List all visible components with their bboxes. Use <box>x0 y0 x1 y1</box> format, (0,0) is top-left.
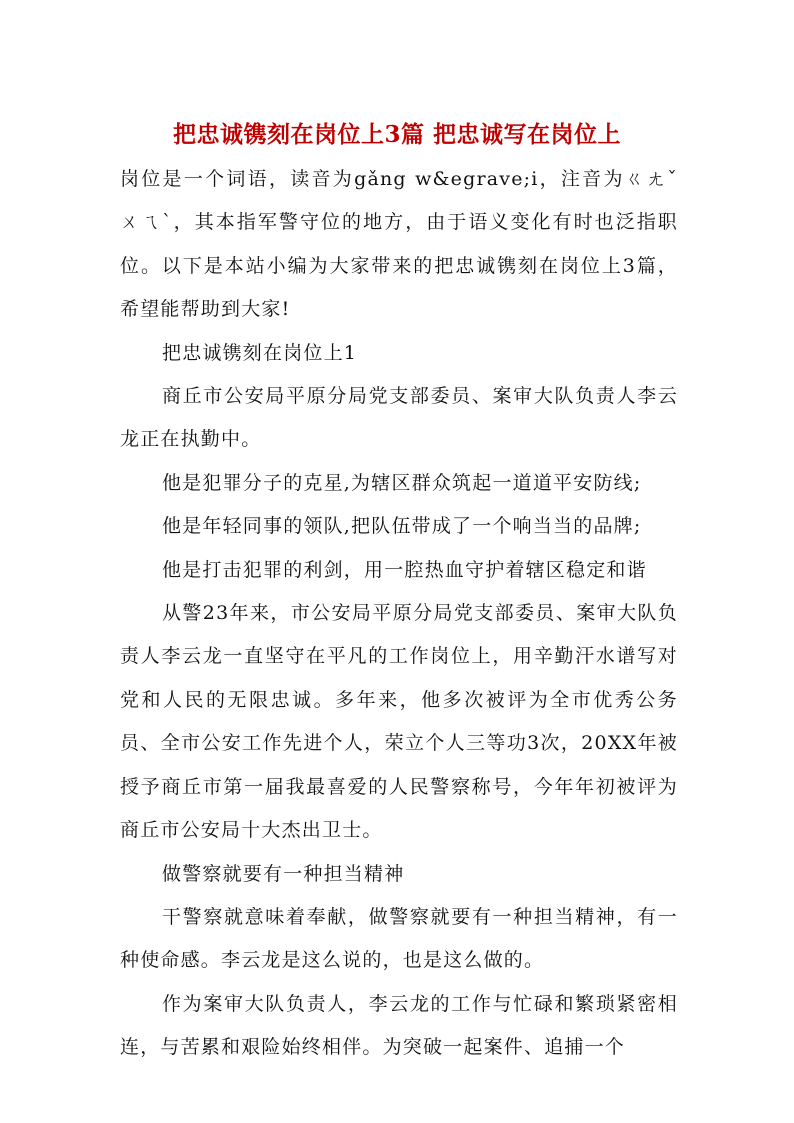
body-paragraph: 作为案审大队负责人，李云龙的工作与忙碌和繁琐紧密相连，与苦累和艰险始终相伴。为突破一起案件、追捕一个 <box>120 992 678 1059</box>
section-heading-1: 把忠诚镌刻在岗位上1 <box>162 341 358 364</box>
body-paragraph: 他是年轻同事的领队,把队伍带成了一个响当当的品牌; <box>162 515 642 538</box>
document-body <box>120 158 678 1070</box>
body-paragraph: 从警23年来，市公安局平原分局党支部委员、案审大队负责人李云龙一直坚守在平凡的工作岗位上，用辛勤汗水谱写对党和人民的无限忠诚。多年来，他多次被评为全市优秀公务员、全市公安工作先进个人，荣立个人三等功3次，20XX年被授予商丘市第一届我最喜爱的人民警察称号，今年年初被评为商丘市公安局十大杰出卫士。 <box>120 602 678 842</box>
document-title: 把忠诚镌刻在岗位上3篇 把忠诚写在岗位上 <box>172 121 621 149</box>
body-paragraph: 干警察就意味着奉献，做警察就要有一种担当精神，有一种使命感。李云龙是这么说的，也是这么做的。 <box>120 905 678 972</box>
body-paragraph: 他是打击犯罪的利剑，用一腔热血守护着辖区稳定和谐 <box>162 558 647 581</box>
intro-paragraph: 岗位是一个词语，读音为gǎng w&egrave;i，注音为ㄍㄤˇ ㄨㄟˋ，其本指军警守位的地方，由于语义变化有时也泛指职位。以下是本站小编为大家带来的把忠诚镌刻在岗位上3篇，希望能帮助到大家! <box>120 168 678 321</box>
section-heading-2: 做警察就要有一种担当精神 <box>162 862 405 885</box>
body-paragraph: 商丘市公安局平原分局党支部委员、案审大队负责人李云龙正在执勤中。 <box>120 385 678 451</box>
body-paragraph: 他是犯罪分子的克星,为辖区群众筑起一道道平安防线; <box>162 471 642 494</box>
